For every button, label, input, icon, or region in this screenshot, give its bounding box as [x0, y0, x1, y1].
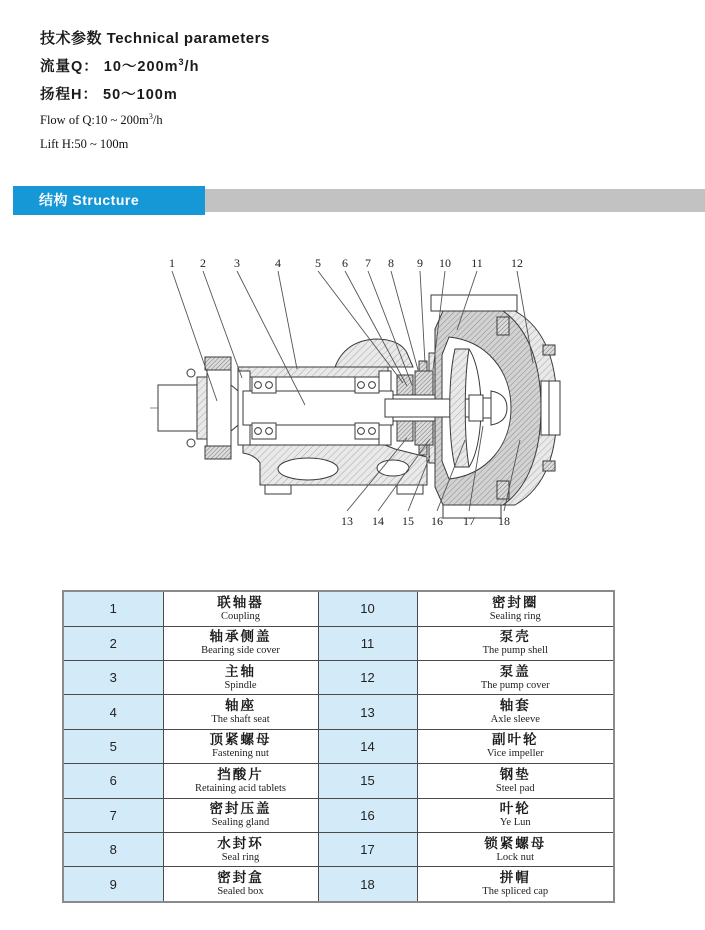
part-name-en: Vice impeller: [486, 748, 544, 760]
part-name-zh: 挡酸片: [217, 766, 264, 782]
part-number-cell: 17: [318, 833, 417, 867]
part-name-zh: 密封盒: [217, 870, 264, 886]
part-name-cell: [417, 626, 614, 660]
callout-7: 7: [365, 256, 371, 270]
part-name-cell: [417, 764, 614, 798]
part-name-zh: 叶轮: [499, 801, 531, 817]
part-name-cell: [417, 695, 614, 729]
part-name-en: Sealing ring: [489, 610, 541, 622]
part-name-en: Sealing gland: [211, 817, 270, 829]
part-name-en: Fastening nut: [212, 748, 269, 760]
callout-16: 16: [431, 514, 443, 528]
part-number-cell: 6: [63, 764, 163, 798]
part-number-cell: 11: [318, 626, 417, 660]
table-row: [63, 867, 614, 902]
part-number-cell: 5: [63, 729, 163, 763]
part-name-cell: [417, 867, 614, 902]
table-row: [63, 660, 614, 694]
lock-nut: [469, 395, 483, 421]
table-row: [63, 626, 614, 660]
flow-en-text: Flow of Q:10 ~ 200m: [40, 113, 149, 128]
part-name-cell: [163, 626, 318, 660]
table-row: [63, 798, 614, 832]
lift-line-en: Lift H:50 ~ 100m: [40, 137, 129, 151]
part-name-en: The spliced cap: [482, 886, 549, 898]
part-number-cell: 8: [63, 833, 163, 867]
flow-en-unit: /h: [152, 113, 163, 128]
part-name-zh: 主轴: [225, 663, 256, 679]
part-number-cell: 16: [318, 798, 417, 832]
flow-line-en: [40, 112, 163, 128]
flow-en-sup: 3: [148, 112, 153, 121]
part-name-zh: 轴座: [225, 698, 256, 714]
part-name-cell: [163, 660, 318, 694]
part-name-zh: 钢垫: [499, 766, 531, 782]
part-number-cell: 15: [318, 764, 417, 798]
flow-cn-text: 流量Q： 10～200m: [40, 59, 179, 75]
callout-4: 4: [275, 256, 281, 270]
part-name-zh: 密封圈: [492, 594, 539, 610]
callout-10: 10: [439, 256, 451, 270]
part-name-en: Spindle: [224, 679, 257, 691]
part-name-cell: [417, 729, 614, 763]
part-name-cell: [163, 764, 318, 798]
part-name-cell: [417, 591, 614, 626]
part-name-zh: 联轴器: [217, 594, 264, 610]
part-name-zh: 锁紧螺母: [484, 835, 547, 851]
part-name-en: Steel pad: [495, 782, 535, 794]
part-name-zh: 顶紧螺母: [209, 732, 272, 748]
callout-1: 1: [169, 256, 175, 270]
part-number-cell: 3: [63, 660, 163, 694]
callout-12: 12: [511, 256, 523, 270]
parts-table: [62, 590, 615, 903]
discharge-flange: [431, 295, 517, 311]
section-header-rule: [205, 189, 705, 212]
part-name-cell: [163, 867, 318, 902]
part-number-cell: 1: [63, 591, 163, 626]
part-name-cell: [417, 660, 614, 694]
callout-15: 15: [402, 514, 414, 528]
part-name-zh: 轴承侧盖: [209, 629, 272, 645]
callout-13: 13: [341, 514, 353, 528]
part-number-cell: 12: [318, 660, 417, 694]
suction-nozzle: [541, 381, 560, 435]
part-name-en: Ye Lun: [499, 817, 531, 829]
part-number-cell: 18: [318, 867, 417, 902]
part-name-zh: 泵盖: [499, 663, 531, 679]
section-header-structure: 结构 Structure: [13, 186, 205, 215]
part-name-en: Bearing side cover: [201, 645, 280, 657]
part-name-zh: 拼帽: [499, 870, 531, 886]
callout-9: 9: [417, 256, 423, 270]
part-name-en: The pump cover: [480, 679, 550, 691]
part-name-cell: [163, 798, 318, 832]
part-number-cell: 13: [318, 695, 417, 729]
part-number-cell: 4: [63, 695, 163, 729]
callout-3: 3: [234, 256, 240, 270]
part-name-en: Coupling: [220, 610, 261, 622]
table-row: [63, 833, 614, 867]
part-name-en: Axle sleeve: [490, 714, 540, 726]
table-row: [63, 591, 614, 626]
part-name-cell: [163, 833, 318, 867]
part-name-cell: [163, 695, 318, 729]
part-name-cell: [163, 729, 318, 763]
part-name-cell: [417, 833, 614, 867]
part-name-en: Retaining acid tablets: [195, 782, 286, 794]
part-name-zh: 密封压盖: [209, 801, 272, 817]
part-number-cell: 9: [63, 867, 163, 902]
part-name-cell: [417, 798, 614, 832]
part-name-en: Sealed box: [217, 886, 264, 898]
part-name-en: Lock nut: [496, 851, 535, 863]
part-name-en: Seal ring: [221, 851, 260, 863]
part-name-cell: [163, 591, 318, 626]
callout-2: 2: [200, 256, 206, 270]
callout-17: 17: [463, 514, 475, 528]
table-row: [63, 729, 614, 763]
lift-line-cn: 扬程H： 50～100m: [40, 87, 178, 103]
table-row: [63, 695, 614, 729]
callout-6: 6: [342, 256, 348, 270]
pump-structure-diagram: [145, 253, 565, 550]
flow-line-cn: [40, 55, 199, 76]
part-name-zh: 泵壳: [499, 629, 531, 645]
tech-params-heading: 技术参数 Technical parameters: [40, 30, 270, 47]
callout-5: 5: [315, 256, 321, 270]
flow-cn-unit: /h: [184, 59, 200, 75]
part-number-cell: 10: [318, 591, 417, 626]
callout-11: 11: [471, 256, 483, 270]
callout-8: 8: [388, 256, 394, 270]
callout-18: 18: [498, 514, 510, 528]
pump-drawing: [150, 295, 560, 518]
table-row: [63, 764, 614, 798]
part-name-en: The shaft seat: [211, 714, 270, 726]
part-name-zh: 轴套: [499, 698, 531, 714]
part-number-cell: 14: [318, 729, 417, 763]
part-name-zh: 水封环: [217, 835, 264, 851]
callout-14: 14: [372, 514, 384, 528]
main-shaft: [243, 391, 393, 425]
part-number-cell: 2: [63, 626, 163, 660]
part-number-cell: 7: [63, 798, 163, 832]
flow-cn-sup: 3: [178, 57, 185, 68]
part-name-en: The pump shell: [482, 645, 548, 657]
part-name-zh: 副叶轮: [492, 732, 539, 748]
